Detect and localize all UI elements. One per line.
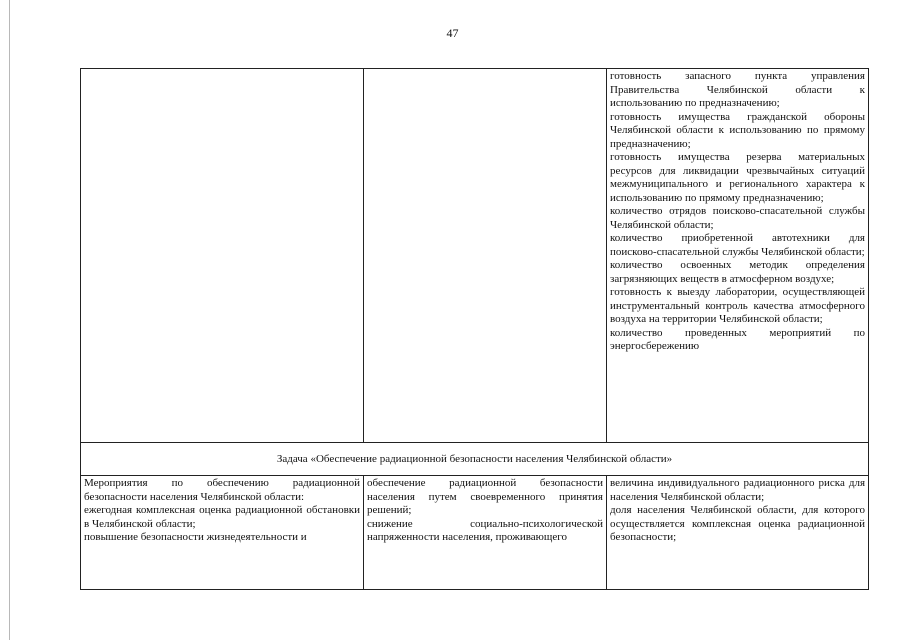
indicator-item: величина индивидуального радиационного риска для населения Челябинской области; bbox=[610, 477, 865, 503]
measure-item: повышение безопасности жизнедеятельности и bbox=[84, 531, 307, 543]
table-cell-measures bbox=[81, 69, 364, 443]
table-cell-results bbox=[364, 69, 607, 443]
measure-item: ежегодная комплексная оценка радиационной обстановки в Челябинской области; bbox=[84, 504, 360, 530]
table-cell-measures bbox=[81, 476, 364, 590]
table-cell-indicators bbox=[607, 69, 869, 443]
table-row bbox=[81, 476, 869, 590]
table-row bbox=[81, 69, 869, 443]
indicator-item: количество проведенных мероприятий по энергосбережению bbox=[610, 326, 865, 352]
indicator-item: готовность к выезду лаборатории, осуществляющей инструментальный контроль качества атмосферного воздуха на территории Челябинской области; bbox=[610, 286, 865, 325]
result-item: обеспечение радиационной безопасности населения путем своевременного принятия решений; bbox=[367, 477, 603, 516]
indicator-item: количество приобретенной автотехники для поисково-спасательной службы Челябинской области; bbox=[610, 232, 865, 258]
table-cell-indicators bbox=[607, 476, 869, 590]
indicator-item: готовность запасного пункта управления Правительства Челябинской области к использованию по предназначению; bbox=[610, 70, 865, 109]
task-title: Задача «Обеспечение радиационной безопасности населения Челябинской области» bbox=[81, 443, 869, 476]
table-cell-results bbox=[364, 476, 607, 590]
indicator-item: количество освоенных методик определения загрязняющих веществ в атмосферном воздухе; bbox=[610, 259, 865, 285]
indicator-item: количество отрядов поисково-спасательной службы Челябинской области; bbox=[610, 205, 865, 231]
indicator-item: доля населения Челябинской области, для которого осуществляется комплексная оценка радиационной безопасности; bbox=[610, 504, 865, 543]
page-left-edge-rule bbox=[9, 0, 10, 640]
indicator-item: готовность имущества гражданской обороны Челябинской области к использованию по прямому предназначению; bbox=[610, 110, 865, 150]
measure-item: Мероприятия по обеспечению радиационной безопасности населения Челябинской области: bbox=[84, 477, 360, 503]
program-indicators-table bbox=[80, 68, 869, 590]
indicator-item: готовность имущества резерва материальных ресурсов для ликвидации чрезвычайных ситуаций межмуниципального и регионального характера к использованию по прямому предназначению; bbox=[610, 151, 865, 204]
task-header-row bbox=[81, 443, 869, 476]
page-number: 47 bbox=[446, 26, 459, 40]
result-item: снижение социально-психологической напряженности населения, проживающего bbox=[367, 517, 603, 543]
